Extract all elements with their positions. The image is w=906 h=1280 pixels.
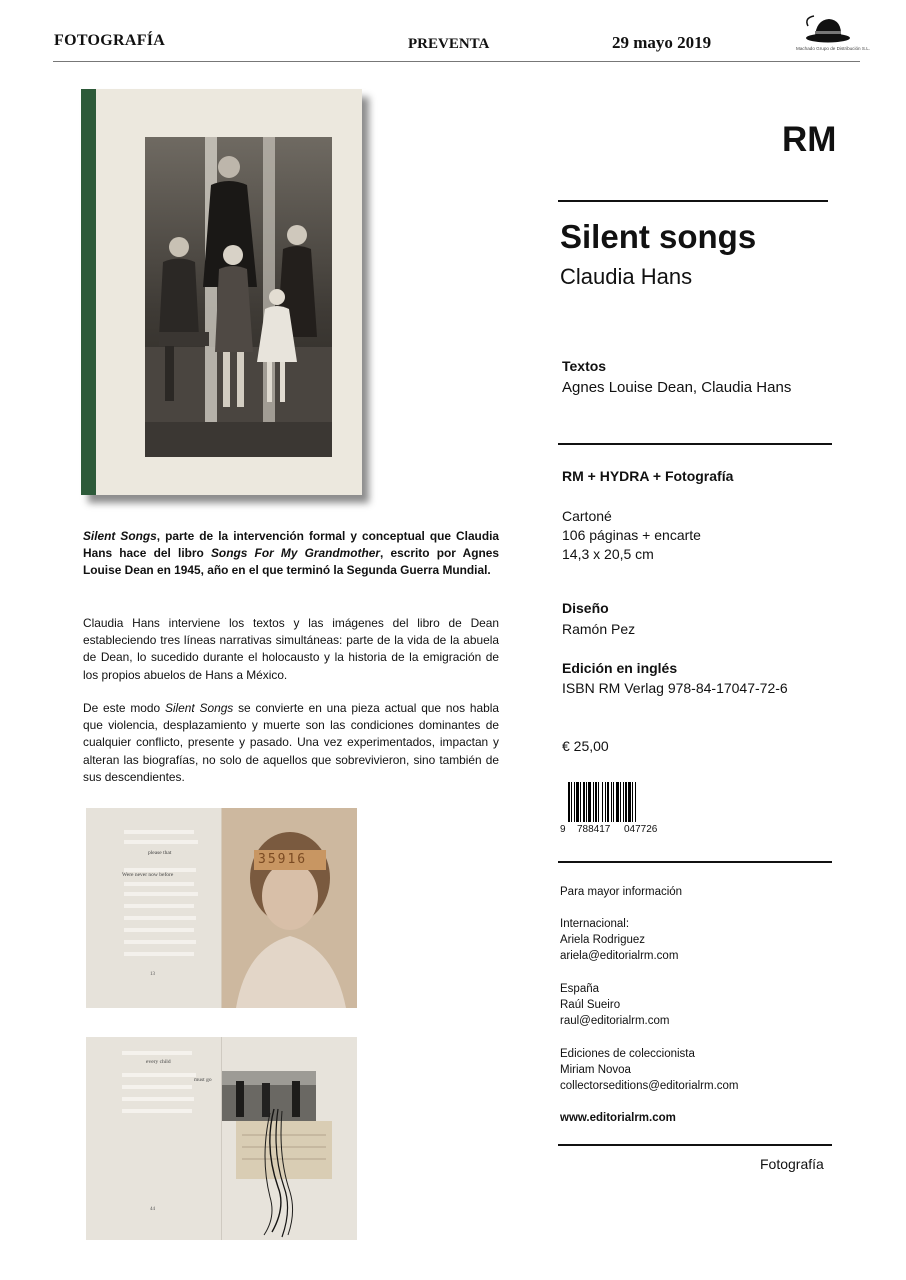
spread1-page-number: 13 [150,972,155,977]
contact-intro: Para mayor información [560,886,683,898]
intl-label: Internacional: [560,918,630,930]
divider-2 [558,443,832,445]
spain-label: España [560,983,600,995]
publisher-logo: RM [782,120,837,159]
edition-label: Edición en inglés [562,660,678,676]
cover-photograph [145,137,332,457]
header-divider [53,61,860,62]
p1-text-2: , escrito por Agnes Louise Dean en 1945, año en el que terminó la Segunda Guerra Mundial. [83,546,499,578]
isbn: ISBN RM Verlag 978-84-17047-72-6 [562,680,788,696]
collectors-name: Miriam Novoa [560,1064,631,1076]
footer-category: Fotografía [760,1156,824,1172]
p1-text-1: , parte de la intervención formal y conceptual que Claudia Hans hace del libro [83,529,499,561]
book-title: Silent songs [560,218,757,255]
spread2-page-number: 44 [150,1207,155,1212]
release-date: 29 mayo 2019 [612,33,712,52]
logo-caption: Machado Grupo de Distribución S.L. [796,46,871,51]
collection-label: RM + HYDRA + Fotografía [562,468,734,484]
spread2-words-2: must go [194,1077,212,1083]
intl-name: Ariela Rodriguez [560,934,646,946]
texts-value: Agnes Louise Dean, Claudia Hans [562,379,792,396]
dimensions: 14,3 x 20,5 cm [562,546,654,562]
spread2-words-1: every child [146,1059,171,1065]
divider-1 [558,200,828,202]
distributor-logo [796,12,871,58]
collectors-email[interactable]: collectorseditions@editorialrm.com [560,1080,739,1092]
collectors-label: Ediciones de coleccionista [560,1048,695,1060]
spain-name: Raúl Sueiro [560,999,621,1011]
hat-logo-icon [796,12,862,46]
book-author: Claudia Hans [560,264,693,289]
description-paragraph-1 [83,528,499,580]
website-link[interactable]: www.editorialrm.com [560,1112,676,1124]
spread1-words-2: Were never now before [122,872,174,878]
book-title-italic: Silent Songs [83,529,157,543]
barcode-icon [560,782,672,830]
design-label: Diseño [562,600,609,616]
p3-text-2: se convierte en una pieza actual que nos habla que violencia, desplazamiento y muerte son las condiciones dominantes de cualquier conflicto, presente y pasado. Una vez experimentados, impactan y alteran las biografías, no solo de aquellos que sobrevivieron, sino también de sus descendientes. [83,701,499,784]
binding: Cartoné [562,508,612,524]
interior-spread-1 [86,808,357,1008]
divider-3 [558,861,832,863]
barcode [560,782,672,838]
spread1-words-1: please that [148,850,172,856]
intl-email[interactable]: ariela@editorialrm.com [560,950,679,962]
barcode-digits-right: 047726 [624,824,658,835]
barcode-digits-left: 788417 [577,824,611,835]
book-title-italic: Silent Songs [164,701,234,715]
book-cover [81,89,362,495]
divider-4 [558,1144,832,1146]
description-paragraph-2: Claudia Hans interviene los textos y las imágenes del libro de Dean estableciendo tres líneas narrativas simultáneas: parte de la vida de la abuela de Dean, lo sucedido durante el holocausto y la historia de la emigración de los propios abuelos de Hans a México. [83,616,499,682]
cover-spine [81,89,96,495]
price: € 25,00 [562,738,609,754]
p3-text-1: De este modo [83,701,165,715]
spread1-stamp-number: 35916 [258,852,308,867]
status-label: PREVENTA [408,36,490,52]
section-label: FOTOGRAFÍA [54,32,166,49]
page-count: 106 páginas + encarte [562,527,701,543]
description-paragraph-3 [83,700,499,786]
texts-label: Textos [562,358,607,374]
barcode-digit-prefix: 9 [560,824,566,835]
source-book-title-italic: Songs For My Grandmother [211,546,380,561]
design-value: Ramón Pez [562,621,636,637]
spain-email[interactable]: raul@editorialrm.com [560,1015,670,1027]
interior-spread-2 [86,1037,357,1240]
